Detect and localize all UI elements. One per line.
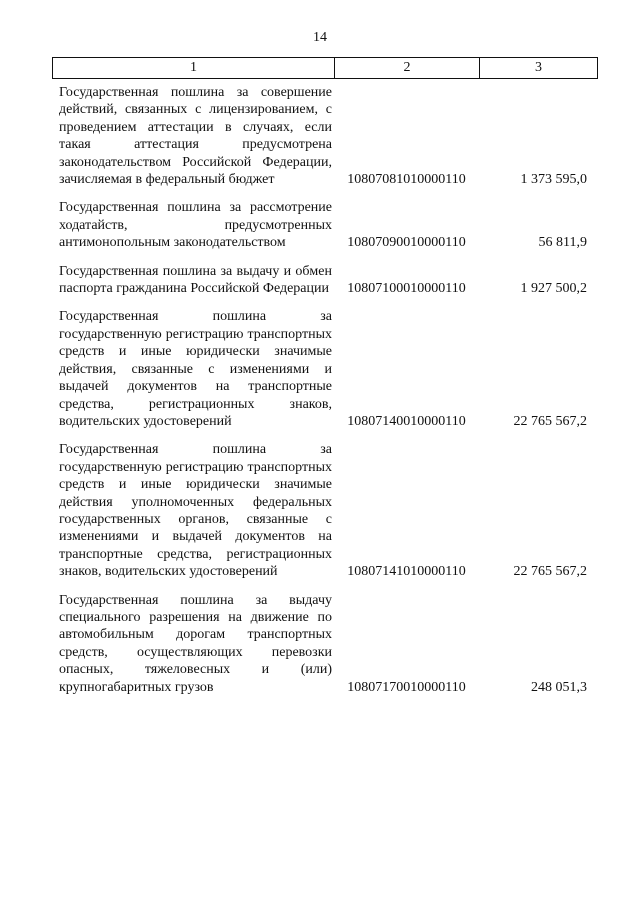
row-code: 10807100010000110 xyxy=(347,281,466,297)
row-amount: 22 765 567,2 xyxy=(513,413,587,429)
table-row xyxy=(52,199,598,251)
table-row xyxy=(52,263,598,298)
table-row xyxy=(52,308,598,430)
table-row xyxy=(52,84,598,188)
table-header xyxy=(52,57,598,79)
column-header-1: 1 xyxy=(53,58,335,78)
row-name: Государственная пошлина за государственную регистрацию транспортных средств и иные юридически значимые действия, связанные с изменениями и выдачей документов на транспортные средства, регистрационных знаков, водительских удостоверений xyxy=(59,309,332,429)
table-row xyxy=(52,592,598,696)
row-code: 10807090010000110 xyxy=(347,235,466,251)
row-name: Государственная пошлина за рассмотрение ходатайств, предусмотренных антимонопольным законодательством xyxy=(59,200,332,251)
table-body xyxy=(52,84,598,707)
row-amount: 22 765 567,2 xyxy=(513,564,587,580)
table-row xyxy=(52,441,598,580)
row-amount: 248 051,3 xyxy=(531,679,587,695)
column-header-3: 3 xyxy=(535,60,542,75)
row-name: Государственная пошлина за совершение действий, связанных с лицензированием, с проведением аттестации в случаях, если такая аттестация предусмотрена законодательством Российской Федерации, зачисляемая в федеральный бюджет xyxy=(59,85,332,188)
row-code: 10807081010000110 xyxy=(347,172,466,188)
row-code: 10807140010000110 xyxy=(347,413,466,429)
row-amount: 1 927 500,2 xyxy=(520,281,587,297)
column-header-2: 2 xyxy=(335,58,480,78)
page-number: 14 xyxy=(313,30,327,45)
row-amount: 56 811,9 xyxy=(538,235,587,251)
row-code: 10807141010000110 xyxy=(347,564,466,580)
row-name: Государственная пошлина за государственную регистрацию транспортных средств и иные юридически значимые действия уполномоченных федеральных государственных органов, связанные с изменениями и выдачей документов на транспортные средства, регистрационных знаков, водительских удостоверений xyxy=(59,442,332,580)
row-name: Государственная пошлина за выдачу специального разрешения на движение по автомобильным дорогам транспортных средств, осуществляющих перевозки опасных, тяжеловесных и (или) крупногабаритных грузов xyxy=(59,592,332,695)
row-amount: 1 373 595,0 xyxy=(520,172,587,188)
row-name: Государственная пошлина за выдачу и обмен паспорта гражданина Российской Федерации xyxy=(59,263,332,297)
row-code: 10807170010000110 xyxy=(347,679,466,695)
